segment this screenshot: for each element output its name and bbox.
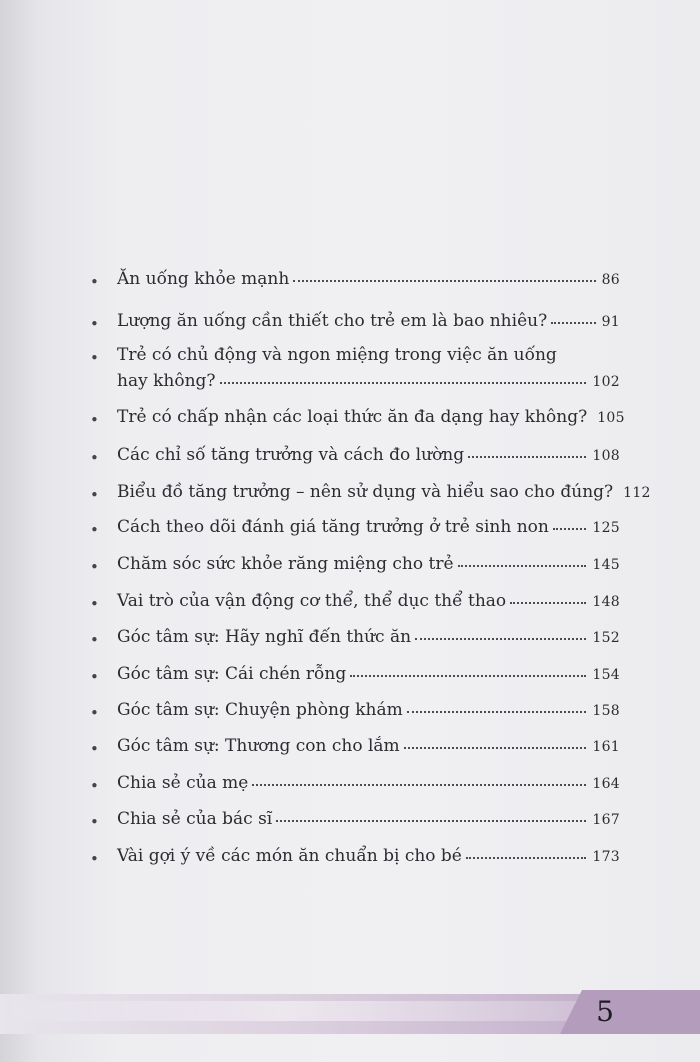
toc-line bbox=[117, 310, 620, 332]
toc-entry bbox=[90, 444, 620, 466]
toc-entry bbox=[90, 735, 620, 757]
toc-entry-title: Các chỉ số tăng trưởng và cách đo lường bbox=[117, 445, 465, 465]
toc-entry bbox=[90, 310, 620, 332]
bullet: • bbox=[90, 668, 99, 686]
toc-entry-title: Chăm sóc sức khỏe răng miệng cho trẻ bbox=[117, 554, 454, 574]
leader-dots bbox=[407, 705, 587, 713]
toc-entry-page: 167 bbox=[592, 812, 620, 828]
page-number: 5 bbox=[596, 995, 614, 1028]
toc-entry bbox=[90, 808, 620, 830]
toc-entry-title: Lượng ăn uống cần thiết cho trẻ em là bao nhiêu? bbox=[117, 311, 548, 331]
toc-entry-title: Chia sẻ của mẹ bbox=[117, 773, 249, 793]
toc-entry-title: Vài gợi ý về các món ăn chuẩn bị cho bé bbox=[117, 846, 462, 866]
bullet: • bbox=[90, 558, 99, 576]
toc-line bbox=[117, 516, 620, 538]
bullet: • bbox=[90, 486, 99, 504]
bullet: • bbox=[90, 315, 99, 333]
toc-entry-page: 102 bbox=[592, 374, 620, 390]
leader-dots bbox=[415, 632, 586, 640]
toc-entry bbox=[90, 626, 620, 648]
toc-entry bbox=[90, 268, 620, 290]
toc-entry-page: 164 bbox=[592, 776, 620, 792]
toc-line bbox=[117, 735, 620, 757]
footer-stripe bbox=[0, 1001, 580, 1021]
toc-entry-page: 173 bbox=[592, 849, 620, 865]
toc-line bbox=[117, 845, 620, 867]
toc-entry-title: Góc tâm sự: Chuyện phòng khám bbox=[117, 700, 403, 720]
bullet: • bbox=[90, 449, 99, 467]
toc-line bbox=[117, 699, 620, 721]
toc-entry bbox=[90, 406, 625, 429]
toc-entry bbox=[90, 772, 620, 794]
leader-dots bbox=[553, 522, 587, 530]
leader-dots bbox=[276, 814, 586, 822]
toc-entry bbox=[90, 590, 620, 612]
toc-entry-title: Chia sẻ của bác sĩ bbox=[117, 809, 273, 829]
toc-entry bbox=[90, 663, 620, 685]
page-number-tab bbox=[560, 990, 700, 1034]
toc-entry-title-continued: hay không? bbox=[117, 371, 216, 391]
leader-dots bbox=[458, 559, 587, 567]
toc-entry bbox=[90, 516, 620, 538]
toc-line bbox=[117, 553, 620, 575]
toc-entry-page: 91 bbox=[601, 314, 620, 330]
toc-entry-title: Góc tâm sự: Hãy nghĩ đến thức ăn bbox=[117, 627, 412, 647]
toc-line bbox=[117, 772, 620, 794]
toc-entry-title: Góc tâm sự: Thương con cho lắm bbox=[117, 736, 400, 756]
toc-entry bbox=[90, 344, 620, 396]
bullet: • bbox=[90, 740, 99, 758]
toc-line bbox=[117, 590, 620, 612]
leader-dots bbox=[510, 596, 586, 604]
leader-dots bbox=[220, 376, 587, 384]
toc-entry-title: Góc tâm sự: Cái chén rỗng bbox=[117, 664, 347, 684]
toc-entry-page: 112 bbox=[623, 485, 651, 501]
toc-line bbox=[117, 481, 651, 503]
toc-line bbox=[117, 406, 625, 428]
leader-dots bbox=[551, 316, 595, 324]
toc-entry-page: 148 bbox=[592, 594, 620, 610]
toc-line bbox=[117, 444, 620, 466]
toc-entry-page: 86 bbox=[601, 272, 620, 288]
toc-entry bbox=[90, 699, 620, 721]
toc-entry-page: 145 bbox=[592, 557, 620, 573]
bullet: • bbox=[90, 631, 99, 649]
bullet: • bbox=[90, 813, 99, 831]
toc-line bbox=[117, 626, 620, 648]
toc-entry-title: Trẻ có chủ động và ngon miệng trong việc ăn uống bbox=[117, 345, 557, 365]
toc-entry-title: Trẻ có chấp nhận các loại thức ăn đa dạng hay không? bbox=[117, 407, 588, 427]
toc-line bbox=[117, 808, 620, 830]
bullet: • bbox=[90, 411, 99, 429]
leader-dots bbox=[468, 450, 586, 458]
leader-dots bbox=[293, 274, 595, 282]
bullet: • bbox=[90, 850, 99, 868]
toc-entry-page: 105 bbox=[597, 410, 625, 426]
toc-entry bbox=[90, 553, 620, 575]
bullet: • bbox=[90, 349, 99, 367]
toc-entry-title: Cách theo dõi đánh giá tăng trưởng ở trẻ sinh non bbox=[117, 517, 549, 537]
toc-entry-title: Ăn uống khỏe mạnh bbox=[117, 269, 290, 289]
toc-entry-page: 154 bbox=[592, 667, 620, 683]
bullet: • bbox=[90, 777, 99, 795]
bullet: • bbox=[90, 704, 99, 722]
toc-entry-page: 152 bbox=[592, 630, 620, 646]
toc-line bbox=[117, 663, 620, 685]
toc-entry-page: 125 bbox=[592, 520, 620, 536]
bullet: • bbox=[90, 595, 99, 613]
bullet: • bbox=[90, 521, 99, 539]
leader-dots bbox=[404, 741, 587, 749]
toc-entry bbox=[90, 481, 651, 504]
leader-dots bbox=[252, 778, 586, 786]
leader-dots bbox=[466, 851, 587, 859]
toc-entry-page: 161 bbox=[592, 739, 620, 755]
toc-line bbox=[117, 268, 620, 290]
leader-dots bbox=[350, 669, 586, 677]
toc-entry-page: 108 bbox=[592, 448, 620, 464]
toc-entry-title: Vai trò của vận động cơ thể, thể dục thể thao bbox=[117, 591, 507, 611]
toc-line bbox=[117, 370, 620, 392]
bullet: • bbox=[90, 273, 99, 291]
toc-entry-title: Biểu đồ tăng trưởng – nên sử dụng và hiểu sao cho đúng? bbox=[117, 482, 614, 502]
toc-entry-page: 158 bbox=[592, 703, 620, 719]
toc-entry bbox=[90, 845, 620, 867]
